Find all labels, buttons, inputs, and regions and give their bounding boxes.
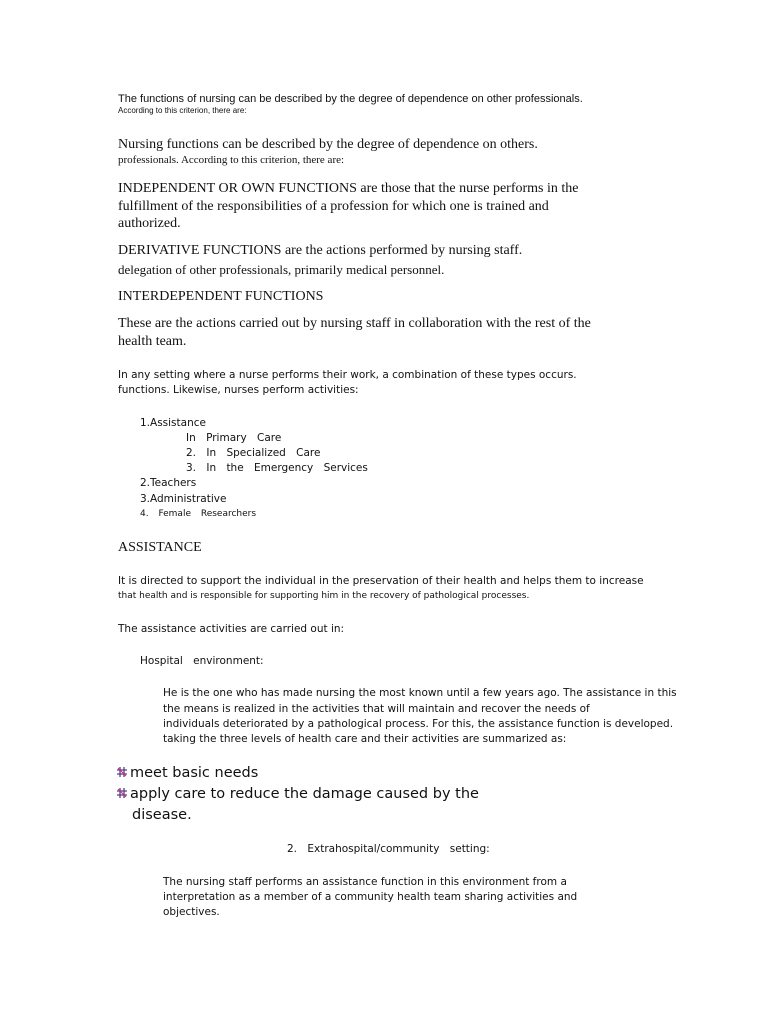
activities-sub-1: In Primary Care bbox=[186, 432, 282, 444]
derivative-line-1: DERIVATIVE FUNCTIONS are the actions performed by nursing staff. bbox=[118, 243, 523, 258]
activities-item-2: 2.Teachers bbox=[140, 477, 197, 489]
interdependent-line-1: These are the actions carried out by nursing staff in collaboration with the rest of the bbox=[118, 316, 591, 331]
hospital-line-1: He is the one who has made nursing the most known until a few years ago. The assistance in this bbox=[163, 687, 677, 699]
assistance-line-2: that health and is responsible for supporting him in the recovery of pathological processes. bbox=[118, 591, 530, 601]
intro-line-2: According to this criterion, there are: bbox=[118, 106, 247, 115]
para1-line-1: Nursing functions can be described by the degree of dependence on others. bbox=[118, 137, 538, 152]
activities-item-4: 4. Female Researchers bbox=[140, 509, 257, 519]
interdependent-heading: INTERDEPENDENT FUNCTIONS bbox=[118, 289, 324, 304]
activities-item-1: 1.Assistance bbox=[140, 417, 206, 429]
hospital-line-4: taking the three levels of health care and their activities are summarized as: bbox=[163, 733, 567, 745]
bullet-item-2 bbox=[116, 786, 479, 802]
bullet-text-2: apply care to reduce the damage caused by the bbox=[130, 786, 479, 802]
intro-line-1: The functions of nursing can be described by the degree of dependence on other professionals. bbox=[118, 93, 583, 105]
community-heading: 2. Extrahospital/community setting: bbox=[287, 843, 490, 855]
assistance-heading: ASSISTANCE bbox=[118, 540, 202, 555]
community-line-2: interpretation as a member of a community health team sharing activities and bbox=[163, 891, 578, 903]
hospital-line-3: individuals deteriorated by a pathological process. For this, the assistance function is developed. bbox=[163, 718, 674, 730]
independent-line-2: fulfillment of the responsibilities of a profession for which one is trained and bbox=[118, 199, 549, 214]
community-line-1: The nursing staff performs an assistance function in this environment from a bbox=[163, 876, 567, 888]
community-line-3: objectives. bbox=[163, 906, 220, 918]
assistance-carried: The assistance activities are carried out in: bbox=[118, 623, 345, 635]
activities-item-3: 3.Administrative bbox=[140, 493, 227, 505]
bullet-item-2-cont: disease. bbox=[132, 807, 192, 823]
activities-sub-3: 3. In the Emergency Services bbox=[186, 462, 368, 474]
setting-line-2: functions. Likewise, nurses perform activities: bbox=[118, 384, 359, 396]
assistance-line-1: It is directed to support the individual in the preservation of their health and helps them to increase bbox=[118, 575, 644, 587]
checkbox-cross-icon bbox=[116, 766, 128, 778]
activities-sub-2: 2. In Specialized Care bbox=[186, 447, 321, 459]
checkbox-cross-icon bbox=[116, 787, 128, 799]
bullet-text-1: meet basic needs bbox=[130, 765, 259, 781]
para1-line-2: professionals. According to this criterion, there are: bbox=[118, 154, 345, 166]
interdependent-line-2: health team. bbox=[118, 334, 187, 349]
hospital-line-2: the means is realized in the activities that will maintain and recover the needs of bbox=[163, 703, 590, 715]
independent-line-3: authorized. bbox=[118, 216, 181, 231]
hospital-label: Hospital environment: bbox=[140, 655, 264, 667]
independent-line-1: INDEPENDENT OR OWN FUNCTIONS are those that the nurse performs in the bbox=[118, 181, 579, 196]
derivative-line-2: delegation of other professionals, primarily medical personnel. bbox=[118, 262, 445, 277]
bullet-item-1 bbox=[116, 765, 258, 781]
setting-line-1: In any setting where a nurse performs their work, a combination of these types occurs. bbox=[118, 369, 577, 381]
